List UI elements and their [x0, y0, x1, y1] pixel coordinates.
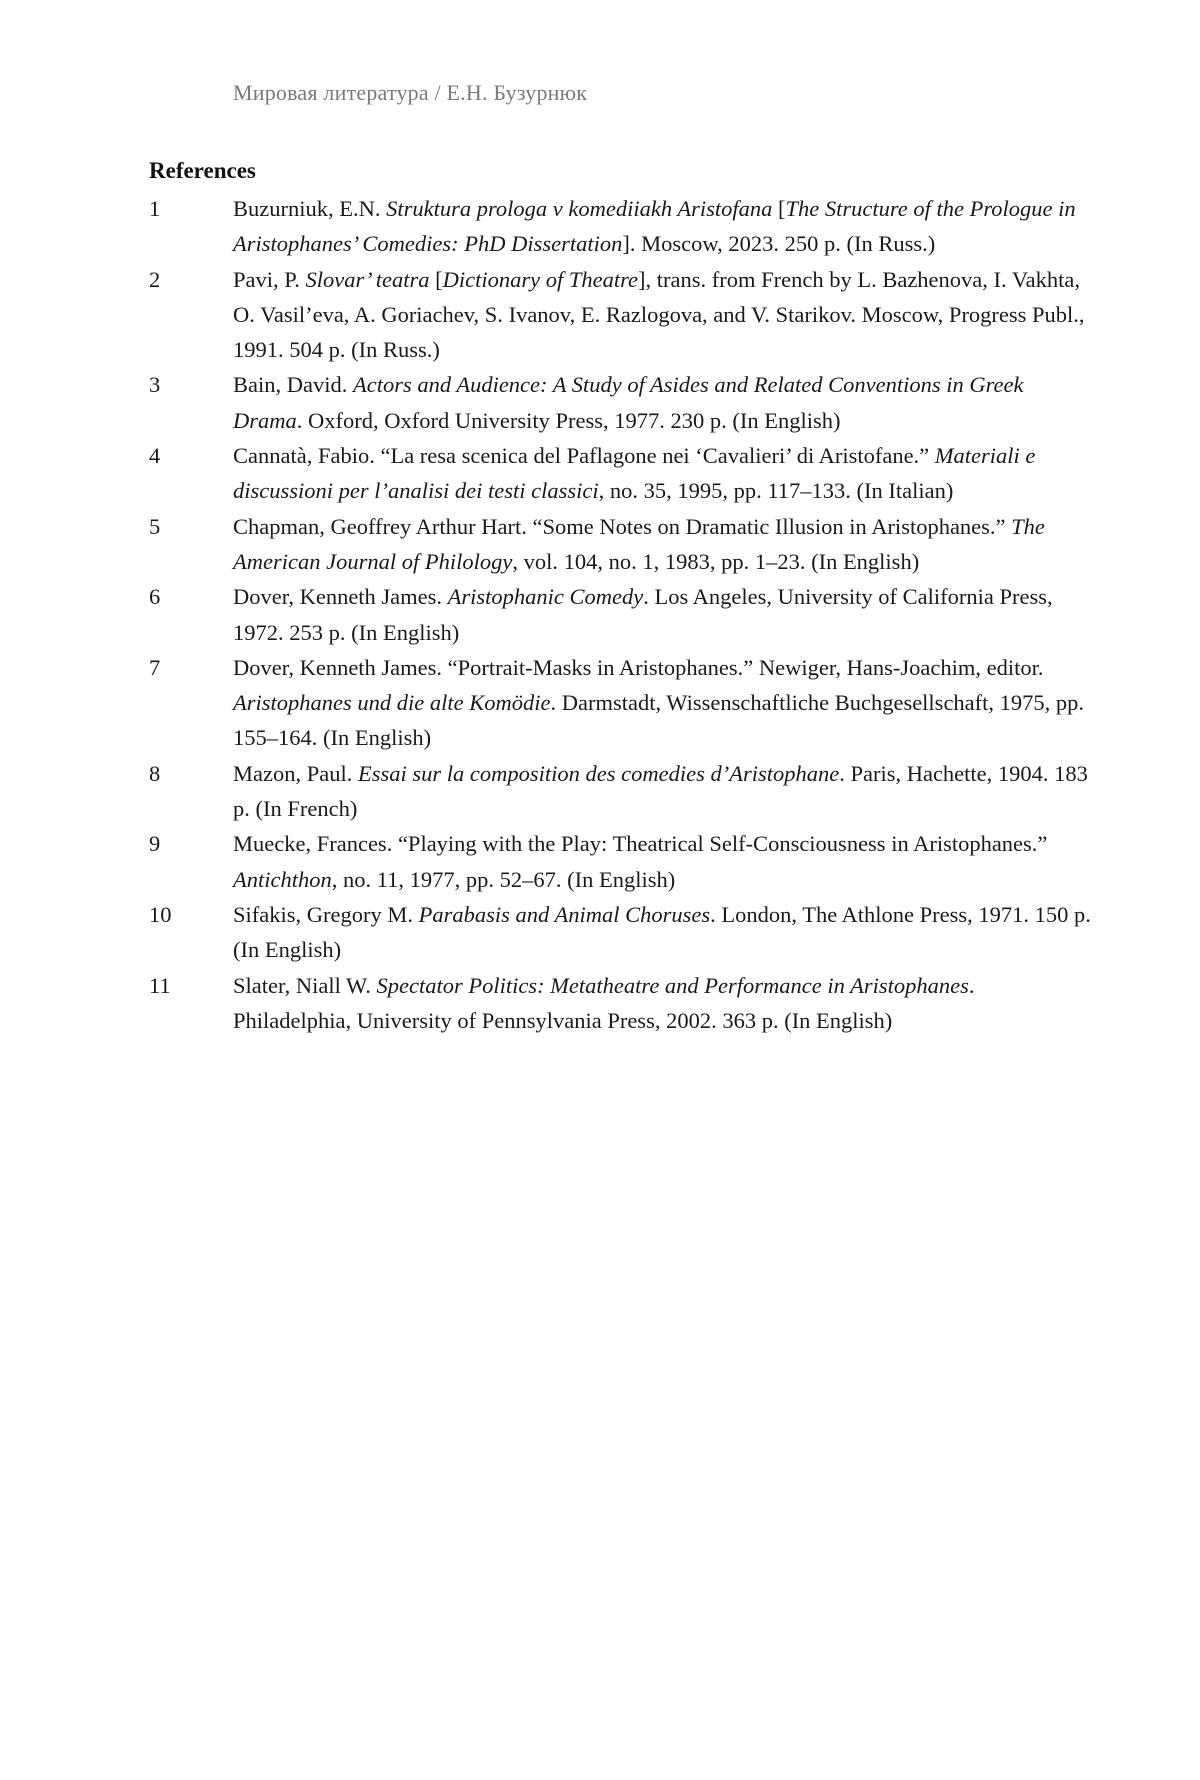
reference-title-italic: The Structure of the Prologue in Aristophanes’ Comedies: PhD Dissertation — [233, 196, 1076, 257]
reference-item — [149, 579, 1094, 650]
reference-number: 4 — [149, 443, 161, 469]
reference-item — [149, 367, 1094, 438]
reference-title-italic: Slovar’ teatra — [305, 266, 430, 292]
reference-text — [233, 438, 1094, 509]
reference-item — [149, 826, 1094, 897]
reference-title-italic: Antichthon — [233, 866, 332, 892]
reference-number: 8 — [149, 760, 161, 786]
reference-text-segment: Pavi, P. — [233, 266, 306, 292]
reference-text-segment: Bain, David. — [233, 372, 353, 398]
reference-title-italic: Aristophanes und die alte Komödie — [233, 690, 551, 716]
reference-text — [233, 826, 1094, 897]
reference-text-segment: [ — [772, 196, 786, 221]
reference-title-italic: Struktura prologa v komediiakh Aristofana — [386, 196, 773, 221]
reference-text — [233, 968, 1094, 1039]
reference-title-italic: Spectator Politics: Metatheatre and Performance in Aristophanes — [376, 972, 969, 998]
reference-number: 11 — [149, 972, 171, 998]
reference-text — [233, 650, 1094, 756]
reference-number: 9 — [149, 831, 161, 857]
reference-number: 5 — [149, 513, 161, 539]
reference-item — [149, 650, 1094, 756]
references-list — [149, 191, 1094, 1038]
reference-title-italic: The American Journal of Philology — [233, 513, 1045, 574]
reference-text — [233, 897, 1094, 968]
reference-text-segment: . Los Angeles, University of California Press, 1972. 253 p. (In English) — [233, 584, 1053, 645]
reference-number: 2 — [149, 266, 161, 292]
references-heading: References — [149, 158, 256, 183]
reference-number: 7 — [149, 654, 161, 680]
reference-text — [233, 262, 1094, 368]
reference-text-segment: , no. 11, 1977, pp. 52–67. (In English) — [331, 866, 676, 892]
reference-text-segment: . Darmstadt, Wissenschaftliche Buchgesellschaft, 1975, pp. 155–164. (In English) — [233, 690, 1085, 751]
reference-title-italic: Materiali e discussioni per l’analisi dei testi classici — [233, 443, 1036, 504]
reference-text — [233, 367, 1094, 438]
reference-item — [149, 897, 1094, 968]
reference-text — [233, 756, 1094, 827]
reference-text-segment: Chapman, Geoffrey Arthur Hart. “Some Notes on Dramatic Illusion in Aristophanes.” — [233, 513, 1012, 539]
reference-text-segment: , no. 35, 1995, pp. 117–133. (In Italian) — [598, 478, 954, 504]
reference-text — [233, 191, 1094, 262]
reference-text-segment: Dover, Kenneth James. “Portrait-Masks in Aristophanes.” Newiger, Hans-Joachim, editor. — [233, 654, 1044, 680]
reference-item — [149, 509, 1094, 580]
reference-text-segment: Muecke, Frances. “Playing with the Play: Theatrical Self-Consciousness in Aristophanes.” — [233, 831, 1048, 857]
reference-text-segment: . London, The Athlone Press, 1971. 150 p. (In English) — [233, 901, 1091, 963]
reference-number: 3 — [149, 372, 161, 398]
reference-title-italic: Aristophanic Comedy — [447, 584, 644, 610]
reference-text-segment: . Paris, Hachette, 1904. 183 p. (In French) — [233, 760, 1088, 822]
reference-text-segment: Mazon, Paul. — [233, 760, 358, 786]
reference-text-segment: Buzurniuk, E.N. — [233, 196, 387, 221]
reference-text — [233, 579, 1094, 650]
reference-item — [149, 756, 1094, 827]
reference-title-italic: Essai sur la composition des comedies d’Aristophane — [357, 760, 840, 786]
reference-text-segment: [ — [429, 266, 443, 292]
reference-title-italic: Parabasis and Animal Choruses — [418, 901, 711, 927]
reference-number: 1 — [149, 196, 161, 221]
reference-title-italic: Actors and Audience: A Study of Asides and Related Conventions in Greek Drama — [233, 372, 1024, 433]
reference-item — [149, 191, 1094, 262]
reference-number: 6 — [149, 584, 161, 610]
reference-text-segment: ]. Moscow, 2023. 250 p. (In Russ.) — [622, 231, 936, 257]
reference-text-segment: Slater, Niall W. — [233, 972, 377, 998]
reference-text-segment: , vol. 104, no. 1, 1983, pp. 1–23. (In English) — [512, 548, 920, 574]
running-head: Мировая литература / Е.Н. Бузурнюк — [233, 80, 588, 105]
reference-text — [233, 509, 1094, 580]
reference-text-segment: Cannatà, Fabio. “La resa scenica del Paflagone nei ‘Cavalieri’ di Aristofane.” — [233, 443, 935, 469]
reference-text-segment: Dover, Kenneth James. — [233, 584, 448, 610]
reference-text-segment: ], trans. from French by L. Bazhenova, I. Vakhta, O. Vasil’eva, A. Goriachev, S. Ivanov, E. Razlogova, and V. Starikov. Moscow, Progress Publ., 1991. 504 p. (In Russ.) — [233, 266, 1085, 363]
reference-title-italic: Dictionary of Theatre — [442, 266, 639, 292]
reference-number: 10 — [149, 901, 172, 927]
reference-text-segment: . Philadelphia, University of Pennsylvania Press, 2002. 363 p. (In English) — [233, 972, 975, 1033]
reference-item — [149, 438, 1094, 509]
reference-text-segment: . Oxford, Oxford University Press, 1977. 230 p. (In English) — [296, 407, 841, 433]
reference-item — [149, 968, 1094, 1039]
reference-item — [149, 262, 1094, 368]
reference-text-segment: Sifakis, Gregory M. — [233, 901, 419, 927]
